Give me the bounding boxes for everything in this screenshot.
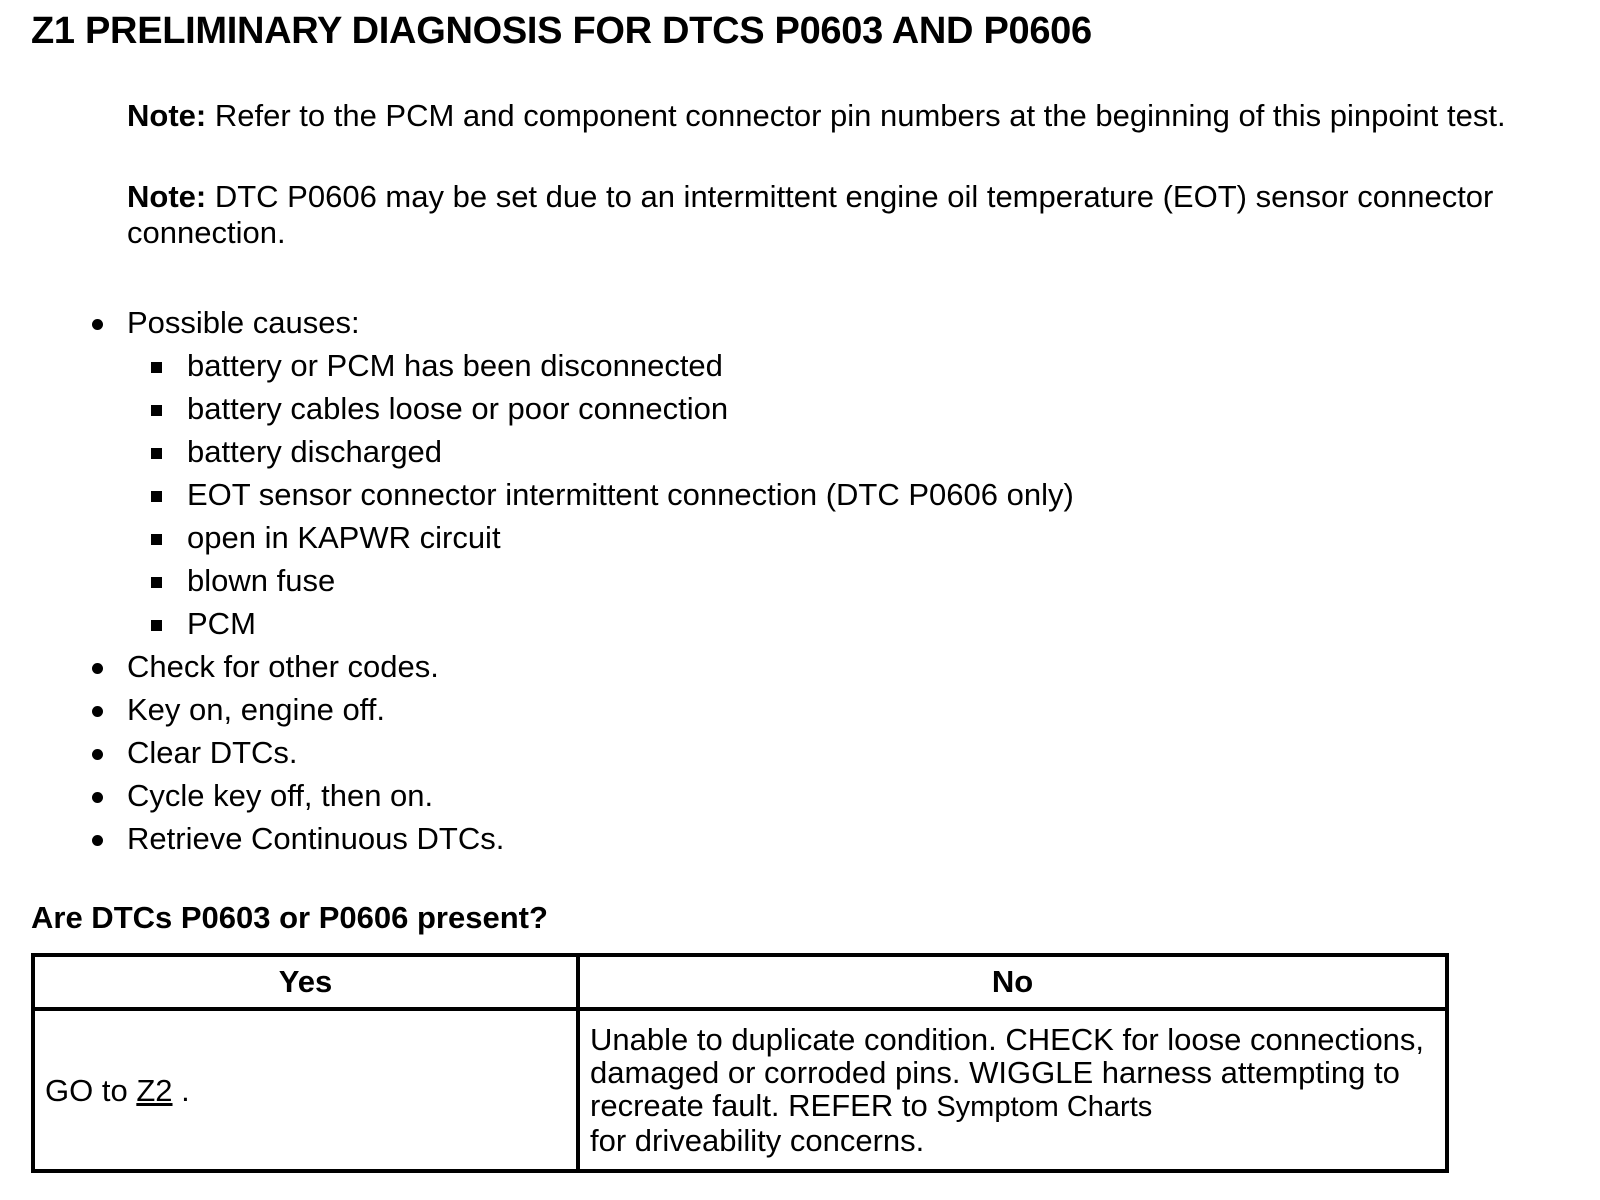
list-item [90, 301, 1074, 645]
symptom-charts-reference[interactable]: Symptom Charts [936, 1091, 1153, 1123]
square-bullet-icon [151, 405, 162, 416]
z2-link[interactable]: Z2 [136, 1072, 173, 1108]
note-label: Note: [127, 98, 207, 133]
yes-cell: GO to Z2 . [33, 1009, 578, 1171]
bullet-icon [92, 792, 103, 803]
note-pin-numbers [127, 98, 1567, 134]
note-text: Refer to the PCM and component connector pin numbers at the beginning of this pinpoint test. [214, 98, 1506, 133]
page-title: Z1 PRELIMINARY DIAGNOSIS FOR DTCS P0603 AND P0606 [31, 10, 1092, 52]
note-label: Note: [127, 179, 207, 214]
answer-table [31, 953, 1449, 1173]
square-bullet-icon [151, 620, 162, 631]
causes-label: Possible causes: [127, 305, 360, 340]
question-heading: Are DTCs P0603 or P0606 present? [31, 900, 548, 935]
note-text: DTC P0606 may be set due to an intermittent engine oil temperature (EOT) sensor connector connection. [127, 179, 1494, 250]
list-item: Cycle key off, then on. [90, 774, 1074, 817]
no-cell-text: Unable to duplicate condition. CHECK for loose connections, damaged or corroded pins. WIGGLE harness attempting to recreate fault. REFER to [590, 1022, 1425, 1123]
no-cell-tail: for driveability concerns. [590, 1123, 925, 1158]
cause-item: EOT sensor connector intermittent connection (DTC P0606 only) [90, 473, 1074, 516]
list-item: Retrieve Continuous DTCs. [90, 817, 1074, 860]
no-header: No [578, 955, 1447, 1009]
list-item: Check for other codes. [90, 645, 1074, 688]
bullet-icon [92, 706, 103, 717]
table-row [33, 1009, 1447, 1171]
cause-item: blown fuse [90, 559, 1074, 602]
procedure-list [90, 301, 1074, 860]
yes-header: Yes [33, 955, 578, 1009]
list-item: Clear DTCs. [90, 731, 1074, 774]
cause-item: battery discharged [90, 430, 1074, 473]
cause-item: battery or PCM has been disconnected [90, 344, 1074, 387]
bullet-icon [92, 663, 103, 674]
note-p0606 [127, 179, 1567, 251]
cause-item: PCM [90, 602, 1074, 645]
bullet-icon [92, 835, 103, 846]
square-bullet-icon [151, 448, 162, 459]
no-cell [578, 1009, 1447, 1171]
bullet-icon [92, 749, 103, 760]
cause-item: open in KAPWR circuit [90, 516, 1074, 559]
list-item: Key on, engine off. [90, 688, 1074, 731]
cause-item: battery cables loose or poor connection [90, 387, 1074, 430]
square-bullet-icon [151, 491, 162, 502]
table-header-row [33, 955, 1447, 1009]
square-bullet-icon [151, 534, 162, 545]
square-bullet-icon [151, 362, 162, 373]
causes-list [90, 344, 1074, 645]
square-bullet-icon [151, 577, 162, 588]
bullet-icon [92, 319, 103, 330]
